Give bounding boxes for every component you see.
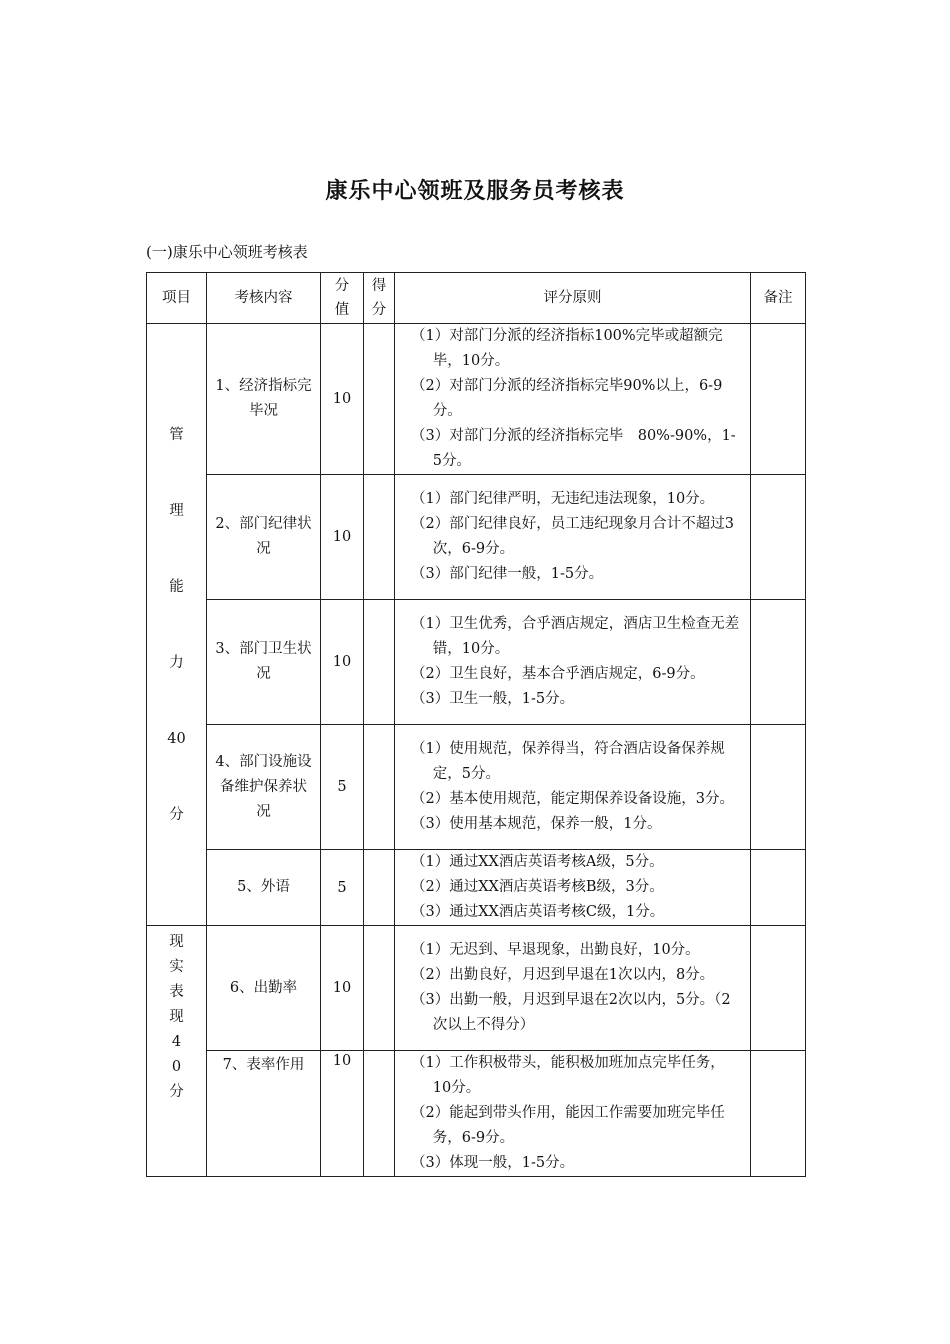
group-char: 40 [167,730,186,747]
item-cell: 5、外语 [207,850,321,926]
rule-line: （1）使用规范，保养得当，符合酒店设备保养规定，5分。 [411,741,725,782]
rule-line: （3）通过XX酒店英语考核C级，1分。 [411,904,665,920]
item-cell: 4、部门设施设备维护保养状况 [207,725,321,850]
rule-line: （1）部门纪律严明，无违纪违法现象，10分。 [411,491,715,507]
table-subtitle: (一)康乐中心领班考核表 [146,243,308,261]
rule-line: （1）工作积极带头，能积极加班加点完毕任务，10分。 [411,1055,725,1096]
table-row [147,725,806,850]
score-cell [364,475,395,600]
group-char: 力 [169,654,184,671]
item-cell: 1、经济指标完毕况 [207,324,321,475]
group-char: 分 [169,806,184,823]
table-row [147,600,806,725]
score-cell [364,725,395,850]
item-cell: 2、部门纪律状况 [207,475,321,600]
score-cell [364,600,395,725]
page-title: 康乐中心领班及服务员考核表 [325,179,625,204]
score-cell [364,324,395,475]
rule-line: （2）能起到带头作用，能因工作需要加班完毕任务，6-9分。 [411,1105,725,1146]
rule-line: （2）基本使用规范，能定期保养设备设施，3分。 [411,791,734,807]
group-label: 现实表现40分 [169,934,184,1100]
header-category: 项目 [147,273,207,324]
rules-cell [395,725,751,850]
rule-line: （2）卫生良好，基本合乎酒店规定，6-9分。 [411,666,705,682]
remarks-cell [751,324,806,475]
header-remarks: 备注 [751,273,806,324]
header-rules: 评分原则 [395,273,751,324]
header-score-got-text: 得分 [371,278,387,318]
header-score-value [321,273,364,324]
rules-cell [395,1051,751,1177]
rule-line: （3）部门纪律一般，1-5分。 [411,566,604,582]
item-cell: 7、表率作用 [207,1051,321,1177]
value-cell: 10 [321,475,364,600]
rule-line: （2）对部门分派的经济指标完毕90%以上，6-9分。 [411,378,723,419]
rule-line: （2）通过XX酒店英语考核B级，3分。 [411,879,664,895]
rule-line: （3）体现一般，1-5分。 [411,1155,575,1171]
remarks-cell [751,850,806,926]
table-row [147,475,806,600]
rule-line: （1）通过XX酒店英语考核A级，5分。 [411,854,664,870]
group-char: 管 [169,426,184,443]
item-cell: 3、部门卫生状况 [207,600,321,725]
remarks-cell [751,1051,806,1177]
table-row [147,926,806,1051]
score-cell [364,926,395,1051]
rule-line: （3）出勤一般，月迟到早退在2次以内，5分。（2次以上不得分） [411,992,731,1033]
rule-line: （3）使用基本规范，保养一般，1分。 [411,816,662,832]
rules-cell [395,850,751,926]
value-cell: 10 [321,1051,364,1177]
table-header-row [147,273,806,324]
rules-cell [395,926,751,1051]
rules-cell [395,475,751,600]
rule-line: （2）出勤良好，月迟到早退在1次以内，8分。 [411,967,715,983]
remarks-cell [751,926,806,1051]
rule-line: （3）卫生一般，1-5分。 [411,691,575,707]
rules-cell [395,324,751,475]
group-char: 能 [169,578,184,595]
header-content: 考核内容 [207,273,321,324]
score-cell [364,850,395,926]
value-cell: 5 [321,850,364,926]
value-cell: 10 [321,600,364,725]
rule-line: （3）对部门分派的经济指标完毕 80%-90%，1-5分。 [411,428,736,469]
group-performance-cell [147,926,207,1177]
item-cell: 6、出勤率 [207,926,321,1051]
rule-line: （1）无迟到、早退现象，出勤良好，10分。 [411,942,700,958]
rule-line: （1）对部门分派的经济指标100%完毕或超额完毕，10分。 [411,328,723,369]
group-management-cell [147,324,207,926]
rule-line: （1）卫生优秀，合乎酒店规定，酒店卫生检查无差错，10分。 [411,616,740,657]
value-cell: 5 [321,725,364,850]
header-score-value-text: 分值 [334,278,350,318]
assessment-table [146,272,806,1177]
remarks-cell [751,475,806,600]
table-row [147,850,806,926]
table-row [147,1051,806,1177]
rules-cell [395,600,751,725]
score-cell [364,1051,395,1177]
remarks-cell [751,600,806,725]
group-char: 理 [169,502,184,519]
header-score-got [364,273,395,324]
value-cell: 10 [321,926,364,1051]
table-row [147,324,806,475]
rule-line: （2）部门纪律良好，员工违纪现象月合计不超过3次，6-9分。 [411,516,734,557]
remarks-cell [751,725,806,850]
value-cell: 10 [321,324,364,475]
